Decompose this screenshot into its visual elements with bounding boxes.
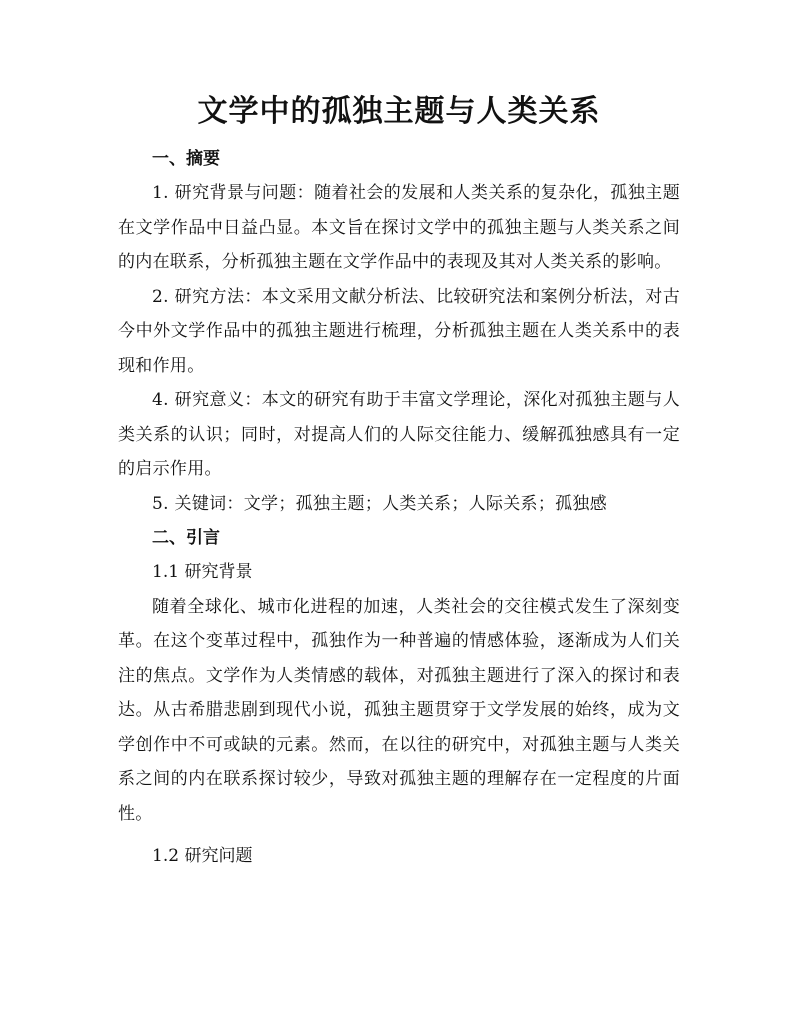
abstract-paragraph-3: 4. 研究意义：本文的研究有助于丰富文学理论，深化对孤独主题与人类关系的认识；同时，对提高人们的人际交往能力、缓解孤独感具有一定的启示作用。	[118, 390, 680, 479]
abstract-keywords: 5. 关键词：文学；孤独主题；人类关系；人际关系；孤独感	[152, 493, 608, 514]
document-page	[118, 90, 680, 874]
spacer	[118, 831, 680, 839]
intro-subheading-1: 1.1 研究背景	[152, 562, 253, 582]
abstract-paragraph-1: 1. 研究背景与问题：随着社会的发展和人类关系的复杂化，孤独主题在文学作品中日益凸显。本文旨在探讨文学中的孤独主题与人类关系之间的内在联系，分析孤独主题在文学作品中的表现及其对人类关系的影响。	[118, 183, 680, 272]
abstract-heading: 一、摘要	[152, 149, 220, 169]
abstract-paragraph-2: 2. 研究方法：本文采用文献分析法、比较研究法和案例分析法，对古今中外文学作品中的孤独主题进行梳理，分析孤独主题在人类关系中的表现和作用。	[118, 286, 680, 376]
intro-paragraph-1: 随着全球化、城市化进程的加速，人类社会的交往模式发生了深刻变革。在这个变革过程中，孤独作为一种普遍的情感体验，逐渐成为人们关注的焦点。文学作为人类情感的载体，对孤独主题进行了深入的探讨和表达。从古希腊悲剧到现代小说，孤独主题贯穿于文学发展的始终，成为文学创作中不可或缺的元素。然而，在以往的研究中，对孤独主题与人类关系之间的内在联系探讨较少，导致对孤独主题的理解存在一定程度的片面性。	[118, 596, 680, 824]
intro-heading: 二、引言	[152, 528, 220, 548]
intro-subheading-2: 1.2 研究问题	[152, 846, 253, 866]
document-title: 文学中的孤独主题与人类关系	[197, 94, 601, 129]
